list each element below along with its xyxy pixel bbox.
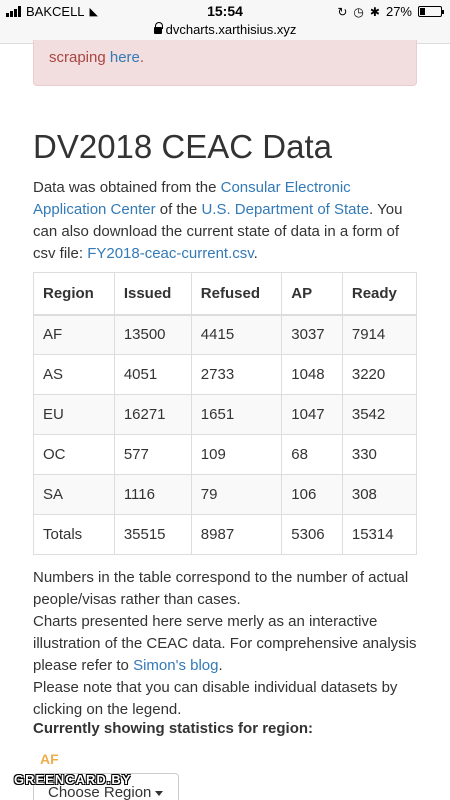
page-title: DV2018 CEAC Data [33,128,332,165]
table-row [34,395,417,435]
watermark: GREENCARD.BY [14,772,132,787]
intro-text-1: Data was obtained from the [33,179,221,196]
table-header-row [34,273,417,315]
header-region: Region [34,273,115,315]
cell-refused: 79 [191,475,281,515]
header-ap: AP [282,273,343,315]
state-dept-link[interactable]: U.S. Department of State [201,201,370,218]
table-row [34,355,417,395]
battery-icon [418,6,442,17]
cell-refused: 2733 [191,355,281,395]
cell-ap: 5306 [282,515,343,555]
cell-region: AS [34,355,115,395]
cell-issued: 4051 [114,355,191,395]
cell-ap: 1048 [282,355,343,395]
ceac-link[interactable]: Consular Electronic Application Center [33,179,351,218]
cell-issued: 13500 [114,315,191,355]
cell-issued: 35515 [114,515,191,555]
cell-refused: 4415 [191,315,281,355]
alert-suffix: . [139,49,145,66]
cell-ap: 106 [282,475,343,515]
battery-percent: 27% [385,4,412,19]
cell-ap: 68 [282,435,343,475]
cell-ready: 3220 [342,355,416,395]
cell-region: EU [34,395,115,435]
table-row [34,315,417,355]
cell-ready: 330 [342,435,416,475]
note-charts [33,611,417,677]
bluetooth-icon: ✱ [369,4,380,19]
cell-refused: 109 [191,435,281,475]
alert-box [33,40,417,86]
alarm-icon: ◷ [353,4,364,19]
header-issued: Issued [114,273,191,315]
cell-ap: 1047 [282,395,343,435]
cell-issued: 16271 [114,395,191,435]
ceac-table [33,272,417,555]
intro-paragraph [33,177,417,265]
cell-ready: 7914 [342,315,416,355]
note-charts-suffix: . [218,657,223,674]
wifi-icon: ◣ [89,6,99,18]
cell-region: AF [34,315,115,355]
notes-section [33,567,417,721]
intro-text-3: . You can also download the current state of data in a form of csv file: [33,201,403,262]
cell-refused: 1651 [191,395,281,435]
alert-text: scraping [49,49,110,66]
cell-ready: 15314 [342,515,416,555]
cell-region: OC [34,435,115,475]
rotation-lock-icon: ↻ [337,4,348,19]
header-refused: Refused [191,273,281,315]
cell-ready: 3542 [342,395,416,435]
simons-blog-link[interactable]: Simon's blog [133,657,219,674]
note-charts-text: Charts presented here serve merly as an interactive illustration of the CEAC data. For comprehensive analysis please refer to [33,613,417,674]
cell-refused: 8987 [191,515,281,555]
cell-region: SA [34,475,115,515]
csv-download-link[interactable]: FY2018-ceac-current.csv [87,245,254,262]
header-ready: Ready [342,273,416,315]
note-legend: Please note that you can disable individual datasets by clicking on the legend. [33,679,398,718]
note-count-meaning: Numbers in the table correspond to the number of actual people/visas rather than cases. [33,569,409,608]
intro-text-4: . [253,245,258,262]
table-totals-row [34,515,417,555]
status-bar [0,0,450,22]
carrier-name: BAKCELL [26,4,85,19]
alert-link[interactable]: here [109,49,140,66]
url-domain: dvcharts.xarthisius.xyz [165,22,297,37]
cell-region: Totals [34,515,115,555]
status-time: 15:54 [207,3,243,19]
cell-ap: 3037 [282,315,343,355]
current-region: AF [40,751,59,767]
intro-text-2: of the [155,201,202,218]
choose-region-label: Choose Region [48,784,152,800]
region-heading: Currently showing statistics for region: [33,720,314,737]
lock-icon [154,27,162,34]
cell-issued: 1116 [114,475,191,515]
cell-issued: 577 [114,435,191,475]
cell-ready: 308 [342,475,416,515]
status-right [337,4,442,19]
caret-down-icon [155,791,163,796]
table-row [34,435,417,475]
table-row [34,475,417,515]
